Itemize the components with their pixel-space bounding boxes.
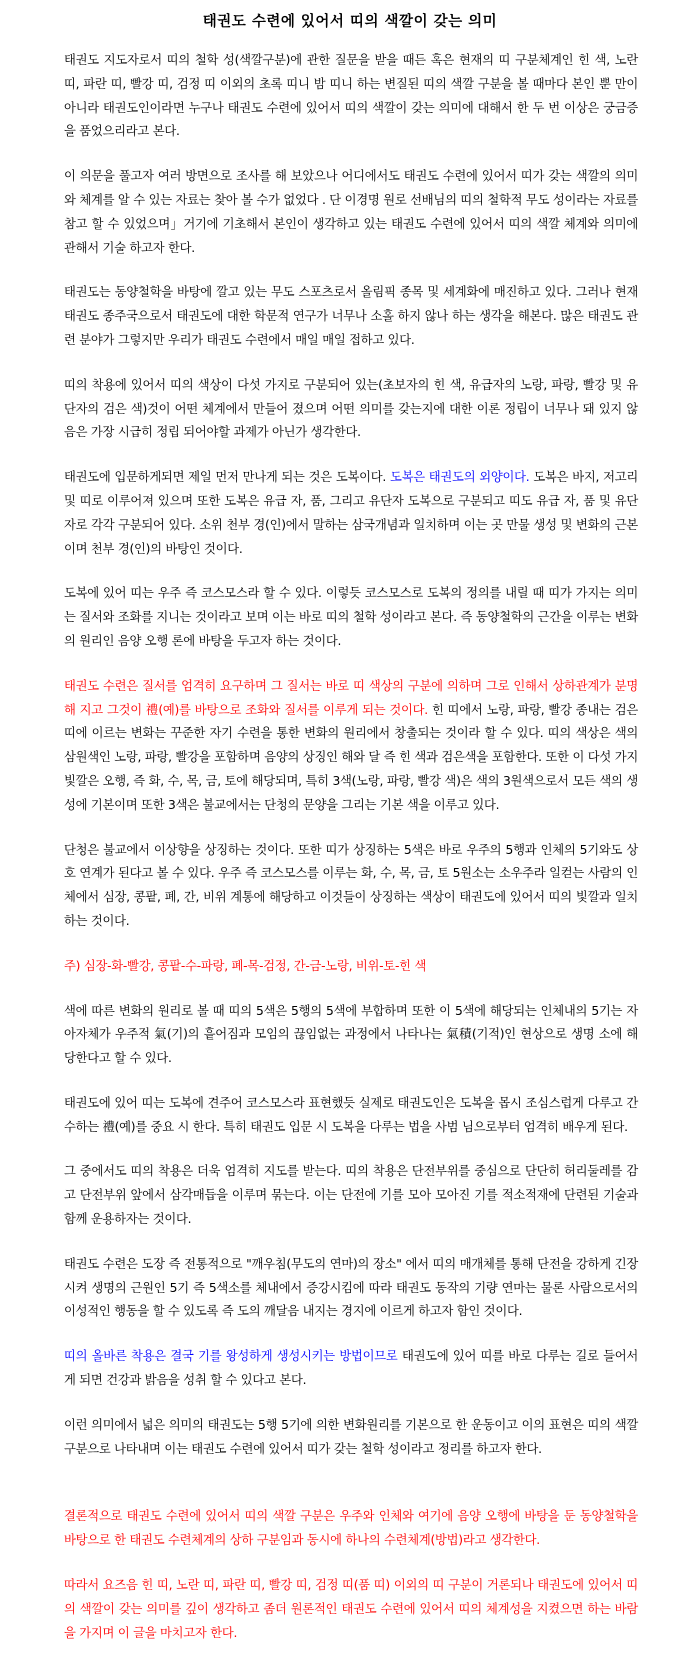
paragraph-5: 태권도에 입문하게되면 제일 먼저 만나게 되는 것은 도복이다. 도복은 태권도의 외양이다. 도복은 바지, 저고리 및 띠로 이루어져 있으며 또한 도복은 유급 자, 품, 그리고 유단자 도복으로 구분되고 띠도 유급 자, 품 및 유단자로 각각 구분되어 있다. 소위 천부 경(인)에서 말하는 삼국개념과 일치하며 이는 곳 만물 생성 및 변화의 근본이며 천부 경(인)의 바탕인 것이다.: [64, 470, 638, 556]
paragraph-11: 태권도에 있어 띠는 도복에 견주어 코스모스라 표현했듯 실제로 태권도인은 도복을 몹시 조심스럽게 다루고 간수하는 禮(예)를 중요 시 한다. 특히 태권도 입문 시 도복을 다루는 법을 사범 님으로부터 엄격히 배우게 된다.: [64, 1095, 638, 1134]
page-title: 태권도 수련에 있어서 띠의 색깔이 갖는 의미: [202, 14, 498, 30]
paragraph-10: 색에 따른 변화의 원리로 볼 때 띠의 5색은 5행의 5색에 부합하며 또한 이 5색에 해당되는 인체내의 5기는 자아자체가 우주적 氣(기)의 흩어짐과 모임의 끊임없는 과정에서 나타나는 氣積(기적)인 현상으로 생명 소에 해당한다고 할 수 있다.: [64, 1003, 638, 1066]
paragraph-15: 이런 의미에서 넓은 의미의 태권도는 5행 5기에 의한 변화원리를 기본으로 한 운동이고 이의 표현은 띠의 색깔 구분으로 나타내며 이는 태권도 수련에 있어서 띠가 갖는 철학 성이라고 정리를 하고자 한다.: [64, 1417, 638, 1456]
conclusion-paragraph: 결론적으로 태권도 수련에 있어서 띠의 색깔 구분은 우주와 인체와 여기에 음양 오행에 바탕을 둔 동양철학을 바탕으로 한 태권도 수련체계의 상하 구분임과 동시에 하나의 수련체계(방법)라고 생각한다.: [64, 1509, 638, 1548]
paragraph-3: 태권도는 동양철학을 바탕에 깔고 있는 무도 스포츠로서 올림픽 종목 및 세계화에 매진하고 있다. 그러나 현재 태권도 종주국으로서 태권도에 대한 학문적 연구가 너무나 소홀 하지 않나 하는 생각을 해본다. 많은 태권도 관련 분야가 그렇지만 우리가 태권도 수련에서 매일 매일 접하고 있다.: [64, 285, 638, 347]
paragraph-8: 단청은 불교에서 이상향을 상징하는 것이다. 또한 띠가 상징하는 5색은 바로 우주의 5행과 인체의 5기와도 상호 연계가 된다고 볼 수 있다. 우주 즉 코스모스를 이루는 화, 수, 목, 금, 토 5원소는 소우주라 일컫는 사람의 인체에서 심장, 콩팥, 폐, 간, 비위 계통에 해당하고 이것들이 상징하는 색상이 태권도에 있어서 띠의 빛깔과 일치하는 것이다.: [64, 842, 638, 928]
paragraph-12: 그 중에서도 띠의 착용은 더욱 엄격히 지도를 받는다. 띠의 착용은 단전부위를 중심으로 단단히 허리둘레를 감고 단전부위 앞에서 삼각매듭을 이루며 묶는다. 이는 단전에 기를 모아 모아진 기를 적소적재에 단련된 기술과 함께 운용하자는 것이다.: [64, 1164, 638, 1227]
closing-paragraph: 따라서 요즈음 힌 띠, 노란 띠, 파란 띠, 빨강 띠, 검정 띠(품 띠) 이외의 띠 구분이 거론되나 태권도에 있어서 띠의 색깔이 갖는 의미를 깊이 생각하고 좀더 원론적인 태권도 수련에 있어서 띠의 체계성을 지켰으면 하는 바람을 가지며 이 글을 마치고자 한다.: [64, 1578, 638, 1640]
paragraph-4: 띠의 착용에 있어서 띠의 색상이 다섯 가지로 구분되어 있는(초보자의 힌 색, 유급자의 노랑, 파랑, 빨강 및 유단자의 검은 색)것이 어떤 체계에서 만들어 졌으며 어떤 의미를 갖는지에 대한 이론 정립이 너무나 돼 있지 않음은 가장 시급히 정립 되어야할 과제가 아닌가 생각한다.: [64, 377, 638, 440]
paragraph-13: 태권도 수련은 도장 즉 전통적으로 "깨우침(무도의 연마)의 장소" 에서 띠의 매개체를 통해 단전을 강하게 긴장시켜 생명의 근원인 5기 즉 5색소를 체내에서 증강시킴에 따라 태권도 동작의 기량 연마는 물론 사람으로서의 이성적인 행동을 할 수 있도록 즉 도의 깨달음 내지는 경지에 이르게 하고자 함인 것이다.: [64, 1256, 638, 1319]
paragraph-1: 태권도 지도자로서 띠의 철학 성(색깔구분)에 관한 질문을 받을 때든 혹은 현재의 띠 구분체계인 힌 색, 노란 띠, 파란 띠, 빨강 띠, 검정 띠 이외의 초록 띠니 밤 띠니 하는 변질된 띠의 색깔 구분을 볼 때마다 본인 뿐 만이 아니라 태권도인이라면 누구나 태권도 수련에 있어서 띠의 색깔이 갖는 의미에 대해서 한 두 번 이상은 궁금증을 품었으리라고 본다.: [64, 53, 638, 139]
article-body: [64, 49, 638, 1666]
paragraph-6: 도복에 있어 띠는 우주 즉 코스모스라 할 수 있다. 이렇듯 코스모스로 도복의 정의를 내릴 때 띠가 가지는 의미는 질서와 조화를 지니는 것이라고 보며 이는 바로 띠의 철학 성이라고 본다. 즉 동양철학의 근간을 이루는 변화의 원리인 음양 오행 론에 바탕을 두고자 하는 것이다.: [64, 586, 638, 648]
highlight-blue-text: 도복은 태권도의 외양이다.: [389, 470, 530, 485]
paragraph-14: 띠의 올바른 착용은 결국 기를 왕성하게 생성시키는 방법이므로 태권도에 있어 띠를 바로 다루는 길로 들어서게 되면 건강과 밝음을 성취 할 수 있다고 본다.: [64, 1349, 638, 1388]
footnote-note: 주) 심장-화-빨강, 콩팥-수-파랑, 폐-목-검정, 간-금-노랑, 비위-토-힌 색: [64, 958, 427, 973]
highlight-red-text: 태권도 수련은 질서를 엄격히 요구하며 그 질서는 바로 띠 색상의 구분에 의하며 그로 인해서 상하관계가 분명해 지고 그것이 禮(예)를 바탕으로 조화와 질서를 이루게 되는 것이다.: [64, 678, 638, 717]
paragraph-7: 태권도 수련은 질서를 엄격히 요구하며 그 질서는 바로 띠 색상의 구분에 의하며 그로 인해서 상하관계가 분명해 지고 그것이 禮(예)를 바탕으로 조화와 질서를 이루게 되는 것이다. 힌 띠에서 노랑, 파랑, 빨강 종내는 검은 띠에 이르는 변화는 꾸준한 자기 수련을 통한 변화의 원리에서 창출되는 것이라 할 수 있다. 띠의 색상은 색의 삼원색인 노랑, 파랑, 빨강을 포함하며 음양의 상징인 해와 달 즉 힌 색과 검은색을 포함한다. 또한 이 다섯 가지 빛깔은 오행, 즉 화, 수, 목, 금, 토에 해당되며, 특히 3색(노랑, 파랑, 빨강 색)은 색의 3원색으로서 모든 색의 생성에 기본이며 또한 3색은 불교에서는 단청의 문양을 그리는 기본 색을 이루고 있다.: [64, 678, 638, 812]
paragraph-2: 이 의문을 풀고자 여러 방면으로 조사를 해 보았으나 어디에서도 태권도 수련에 있어서 띠가 갖는 색깔의 의미와 체계를 알 수 있는 자료는 찾아 볼 수가 없었다 . 단 이경명 원로 선배님의 띠의 철학적 무도 성이라는 자료를 참고 할 수 있었으며」거기에 기초해서 본인이 생각하고 있는 태권도 수련에 있어서 띠의 색깔 체계와 의미에 관해서 기술 하고자 한다.: [64, 169, 638, 255]
highlight-blue-text: 띠의 올바른 착용은 결국 기를 왕성하게 생성시키는 방법이므로: [64, 1349, 398, 1364]
